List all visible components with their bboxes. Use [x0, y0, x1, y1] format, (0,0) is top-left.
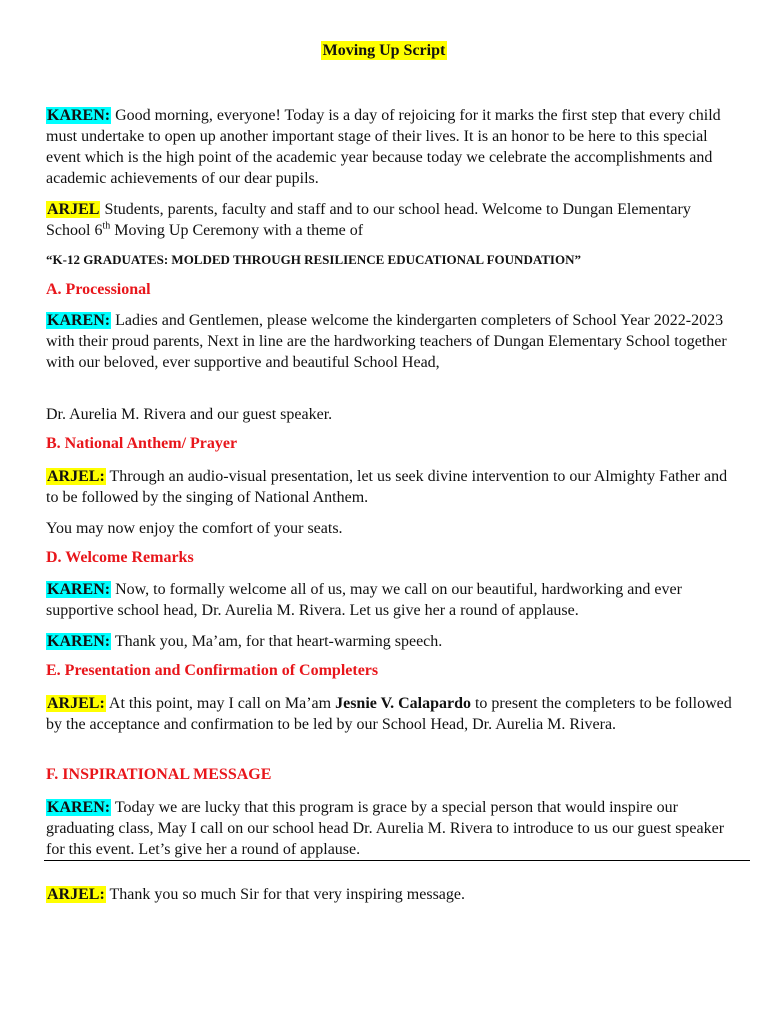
document-title: Moving Up Script	[322, 42, 446, 59]
paragraph-arjel-prayer	[46, 466, 736, 508]
speaker-karen: KAREN:	[47, 312, 111, 329]
section-heading-anthem: B. National Anthem/ Prayer	[46, 435, 238, 452]
paragraph-text-cont: Moving Up Ceremony with a theme of	[110, 222, 364, 239]
paragraph-arjel-completers	[46, 693, 736, 735]
speaker-karen: KAREN:	[47, 633, 111, 650]
ceremony-theme: “K-12 GRADUATES: MOLDED THROUGH RESILIENCE EDUCATIONAL FOUNDATION”	[46, 252, 581, 267]
speaker-karen: KAREN:	[47, 107, 111, 124]
speaker-karen: KAREN:	[47, 799, 111, 816]
paragraph-text: Good morning, everyone! Today is a day of rejoicing for it marks the first step that every child must undertake to open up another important stage of their lives. It is an honor to be here to this special event which is the high point of the academic year because today we celebrate the accomplishments and academic achievements of our dear pupils.	[46, 107, 721, 187]
paragraph-arjel-welcome	[46, 199, 736, 241]
section-heading-inspirational: F. INSPIRATIONAL MESSAGE	[46, 766, 272, 783]
superscript-th: th	[102, 220, 111, 232]
paragraph-text: Through an audio-visual presentation, let us seek divine intervention to our Almighty Father and to be followed by the singing of National Anthem.	[46, 468, 728, 506]
speaker-arjel: ARJEL	[47, 201, 100, 218]
paragraph-text-cont: to present the completers to be followed by the acceptance and confirmation to be led by our School Head, Dr. Aurelia M. Rivera.	[46, 695, 732, 733]
paragraph-text: Students, parents, faculty and staff and to our school head. Welcome to Dungan Elementary School 6	[46, 201, 691, 239]
paragraph-text: Now, to formally welcome all of us, may we call on our beautiful, hardworking and ever supportive school head, Dr. Aurelia M. Rivera. Let us give her a round of applause.	[46, 581, 682, 619]
speaker-arjel: ARJEL:	[47, 468, 105, 485]
speaker-arjel: ARJEL:	[47, 695, 105, 712]
speaker-arjel: ARJEL:	[47, 886, 105, 903]
paragraph-karen-opening	[46, 105, 736, 189]
paragraph-karen-inspirational	[46, 797, 736, 860]
horizontal-rule	[44, 860, 750, 861]
title-container	[0, 42, 768, 60]
section-heading-completers: E. Presentation and Confirmation of Completers	[46, 662, 379, 679]
paragraph-arjel-closing	[46, 884, 736, 905]
section-heading-processional: A. Processional	[46, 281, 151, 298]
paragraph-text: Ladies and Gentlemen, please welcome the kindergarten completers of School Year 2022-2023 with their proud parents, Next in line are the hardworking teachers of Dungan Elementary School together with our beloved, ever supportive and beautiful School Head,	[46, 312, 727, 371]
paragraph-text: At this point, may I call on Ma’am	[108, 695, 336, 712]
paragraph-text: Today we are lucky that this program is grace by a special person that would inspire our graduating class, May I call on our school head Dr. Aurelia M. Rivera to introduce to us our guest speaker for this event. Let’s give her a round of applause.	[46, 799, 725, 858]
speaker-karen: KAREN:	[47, 581, 111, 598]
paragraph-karen-processional	[46, 310, 736, 373]
paragraph-text: Thank you so much Sir for that very inspiring message.	[109, 886, 465, 903]
paragraph-karen-thanks	[46, 631, 736, 652]
paragraph-karen-welcome	[46, 579, 736, 621]
paragraph-school-head: Dr. Aurelia M. Rivera and our guest speaker.	[46, 406, 333, 423]
section-heading-welcome: D. Welcome Remarks	[46, 549, 194, 566]
presenter-name: Jesnie V. Calapardo	[335, 695, 471, 712]
paragraph-text: Thank you, Ma’am, for that heart-warming speech.	[114, 633, 443, 650]
paragraph-seats: You may now enjoy the comfort of your seats.	[46, 520, 343, 537]
